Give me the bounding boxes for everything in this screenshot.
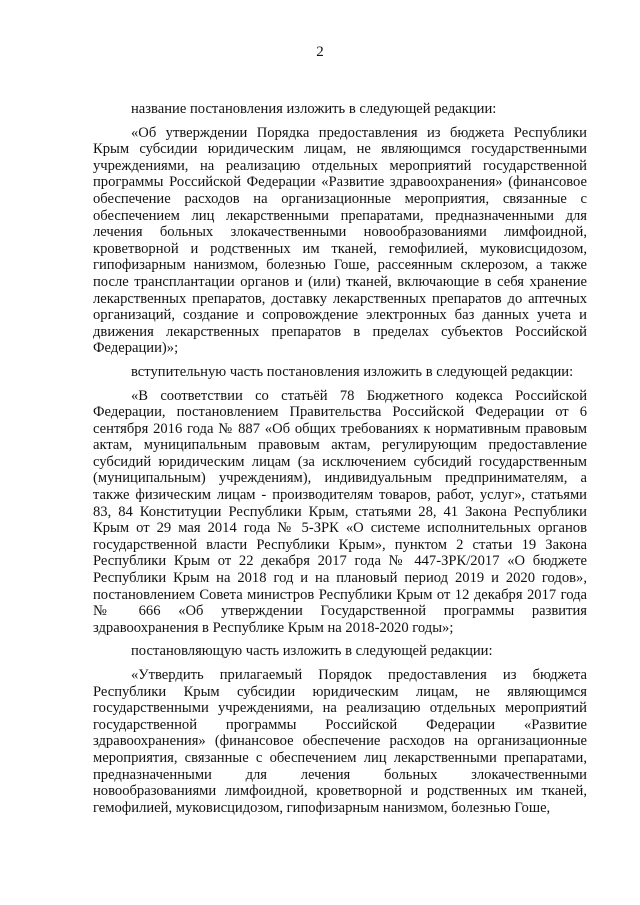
paragraph-operative-intro: постановляющую часть изложить в следующей редакции: [131,643,493,660]
paragraph-operative-text: «Утвердить прилагаемый Порядок предоставления из бюджета Республики Крым субсидии юридическим лицам, не являющимся государственными учреждениями, на реализацию отдельных мероприятий государственной программы Российской Федерации «Развитие здравоохранения» (финансовое обеспечение расходов на организационные мероприятия, связанные с обеспечением лиц лекарственными препаратами, предназначенными для лечения больных злокачественными новообразованиями лимфоидной, кроветворной и родственных им тканей, гемофилией, муковисцидозом, гипофизарным нанизмом, болезнью Гоше, [93,667,587,816]
paragraph-preamble-text: «В соответствии со статьёй 78 Бюджетного кодекса Российской Федерации, постановлением Правительства Российской Федерации от 6 сентября 2016 года № 887 «Об общих требованиях к нормативным правовым актам, муниципальным правовым актам, регулирующим предоставление субсидий юридическим лицам (за исключением субсидий государственным (муниципальным) учреждениям), индивидуальным предпринимателям, а также физическим лицам - производителям товаров, работ, услуг», статьями 83, 84 Конституции Республики Крым, статьями 28, 41 Закона Республики Крым от 29 мая 2014 года № 5-ЗРК «О системе исполнительных органов государственной власти Республики Крым», пунктом 2 статьи 19 Закона Республики Крым от 22 декабря 2017 года № 447-ЗРК/2017 «О бюджете Республики Крым на 2018 год и на плановый период 2019 и 2020 годов», постановлением Совета министров Республики Крым от 12 декабря 2017 года № 666 «Об утверждении Государственной программы развития здравоохранения в Республике Крым на 2018-2020 годы»; [93,387,587,636]
page-number: 2 [316,44,324,60]
document-body [93,101,587,823]
paragraph-title-text: «Об утверждении Порядка предоставления из бюджета Республики Крым субсидии юридическим лицам, не являющимся государственными учреждениями, на реализацию отдельных мероприятий государственной программы Российской Федерации «Развитие здравоохранения» (финансовое обеспечение расходов на организационные мероприятия, связанные с обеспечением лиц лекарственными препаратами, предназначенными для лечения больных злокачественными новообразованиями лимфоидной, кроветворной и родственных им тканей, гемофилией, муковисцидозом, гипофизарным нанизмом, болезнью Гоше, рассеянным склерозом, а также после трансплантации органов и (или) тканей, включающие в себя хранение лекарственных препаратов, доставку лекарственных препаратов до аптечных организаций, создание и сопровождение электронных баз данных учета и движения лекарственных препаратов в пределах субъектов Российской Федерации)»; [93,124,587,357]
paragraph-preamble-intro: вступительную часть постановления изложить в следующей редакции: [131,363,574,380]
paragraph-title-intro: название постановления изложить в следующей редакции: [131,101,497,117]
